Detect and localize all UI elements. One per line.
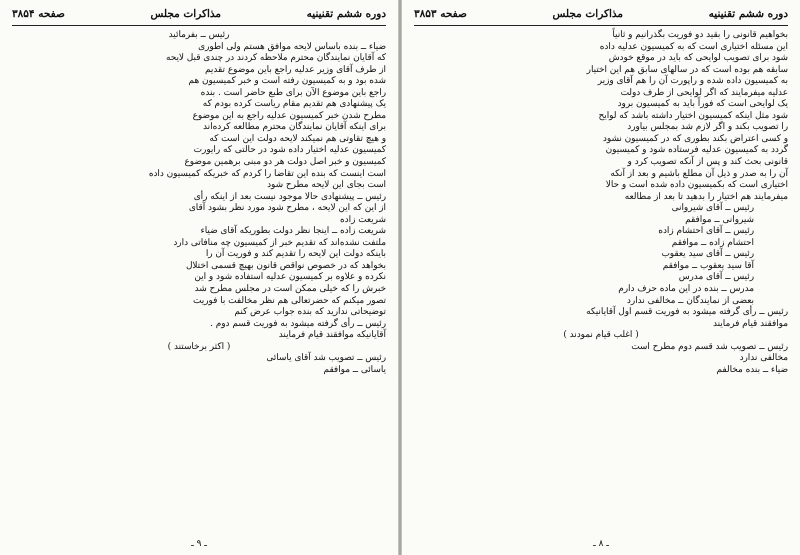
text-line: و کسی اعتراض بکند بطوری که در کمیسیون نشود — [602, 133, 788, 144]
text-line: کمیسیون و خبر اصل دولت هر دو مبنی برهمین موضوع — [184, 157, 386, 168]
text-line: است بجای این لایحه مطرح شود — [267, 180, 386, 191]
text-line: رئیس ــ آقای احتشام زاده — [658, 226, 754, 237]
text-line: است اینست که بنده این تقاضا را کردم که خبریکه کمیسیون داده — [148, 168, 386, 179]
text-line: شیروانی ــ موافقم — [685, 214, 754, 225]
text-line: تصور میکنم که حضرتعالی هم نظر مخالفت با فوریت — [193, 295, 386, 306]
left-page — [0, 0, 398, 555]
text-line: گردد به کمیسیون عدلیه فرستاده شود و کمیسیون — [605, 145, 788, 156]
page-folio: ـ ۹ ـ — [191, 539, 207, 549]
text-line: شریعت زاده — [340, 214, 386, 225]
text-line: راجع باین موضوع الآن برای طبع حاضر است . بنده — [200, 87, 386, 98]
text-line: بخواهد که در خصوص نواقص قانون بهیچ قسمی اختلال — [185, 260, 386, 271]
text-line: میفرمایند هم اختیار را بدهید تا بعد از مطالعه — [624, 191, 788, 202]
page-folio: ـ ۸ ـ — [593, 539, 609, 549]
text-line: خبرش را که خیلی ممکن است در مجلس مطرح شد — [194, 284, 386, 295]
text-line: آن را به صدر و ذیل آن مطلع باشیم و بعد از آنکه — [610, 168, 788, 179]
text-line: بخواهیم قانونی را بقید دو فوریت بگذرانیم و ثانیاً — [612, 30, 788, 40]
text-line: این مسئله اختیاری است که به کمیسیون عدلیه داده — [599, 41, 788, 52]
text-line: رئیس ــ آقای سید یعقوب — [661, 249, 754, 260]
text-line: رئیس ــ آقای مدرس — [678, 272, 754, 283]
text-line: ضیاء ــ بنده مخالفم — [716, 364, 788, 375]
text-line: رئیس ــ تصویب شد قسم دوم مطرح است — [631, 341, 788, 352]
text-line: شده بود و به کمیسیون رفته است و خبر کمیسیون هم — [188, 76, 386, 87]
text-line: کمیسیون عدلیه اختیار داده شود در حالتی که رایورت — [193, 145, 386, 156]
journal-name: دوره ششم تقنینیه — [708, 8, 788, 20]
text-line: از این که این لایحه ، مطرح شود مورد نظر بشود آقای — [188, 203, 386, 214]
text-line: رئیس ــ آقای شیروانی — [671, 203, 754, 214]
text-line: شود برای تصویب لوایحی که باید در موقع خودش — [608, 53, 788, 64]
text-line: اختیاری است که بکمیسیون داده شده است و حالا — [605, 180, 788, 191]
page-number: صفحه ۳۸۵۳ — [414, 8, 467, 20]
page-number: صفحه ۳۸۵۴ — [12, 8, 65, 20]
text-line: برای اینکه آقایان نمایندگان محترم مطالعه کرده‌اند — [203, 122, 386, 133]
right-page — [402, 0, 800, 555]
text-line: آقایانیکه موافقند قیام فرمایند — [278, 330, 386, 341]
text-line: سابقه هم بوده است که در سالهای سابق هم این اختیار — [586, 64, 788, 75]
text-line: باینکه دولت این لایحه را تقدیم کند و فوریت آن را — [205, 249, 386, 260]
text-line: از طرف آقای وزیر عدلیه راجع باین موضوع تقدیم — [205, 64, 386, 75]
text-line: ملتفت نشده‌اند که تقدیم خبر از کمیسیون چه منافاتی دارد — [173, 237, 386, 248]
text-line: مدرس ــ بنده در این ماده حرف دارم — [618, 284, 754, 295]
text-line: رئیس ــ بفرمائید — [168, 30, 230, 40]
text-line: یک پیشنهادی هم تقدیم مقام ریاست کرده بودم که — [202, 99, 386, 110]
text-line: رئیس ــ رأی گرفته میشود به فوریت قسم اول آقایانیکه — [586, 307, 788, 318]
text-line: شریعت زاده ــ اینجا نظر دولت بطوریکه آقای ضیاء — [200, 226, 386, 237]
text-line: عدلیه میفرمایند که اگر لوایحی از طرف دولت — [620, 87, 788, 98]
page-body — [12, 30, 386, 376]
text-line: رئیس ــ پیشنهادی حالا موجود نیست بعد از اینکه رأی — [193, 191, 386, 202]
text-line: احتشام زاده ــ موافقم — [671, 237, 754, 248]
text-line: ضیاء ــ بنده باساس لایحه موافق هستم ولی اطوری — [198, 41, 386, 52]
text-line: به کمیسیون داده شده و راپورت آن را هم آقای وزیر — [597, 76, 788, 87]
page-header — [12, 6, 386, 26]
text-line: ( اکثر برخاستند ) — [167, 341, 231, 352]
text-line: بعضی از نمایندگان ــ مخالفی ندارد — [626, 295, 754, 306]
text-line: یک لوایحی است که فوراً باید به کمیسیون برود — [617, 99, 788, 110]
text-line: یاسائی ــ موافقم — [323, 364, 386, 375]
text-line: رئیس ــ تصویب شد آقای یاسائی — [266, 353, 386, 364]
text-line: را تصویب بکند و اگر لازم شد بمجلس بیاورد — [627, 122, 788, 133]
page-body — [414, 30, 788, 376]
text-line: توضیحاتی ندارید که بنده جواب عرض کنم — [234, 307, 386, 318]
text-line: نکرده و علاوه بر کمیسیون عدلیه استفاده شود و این — [194, 272, 386, 283]
text-line: مطرح شدن خبر کمیسیون عدلیه راجع به این موضوع — [192, 110, 386, 121]
text-line: مخالفی ندارد — [739, 353, 788, 364]
text-line: آقا سید یعقوب ــ موافقم — [662, 260, 754, 271]
journal-name: دوره ششم تقنینیه — [306, 8, 386, 20]
text-line: قانونی بحث کند و پس از آنکه تصویب کرد و — [627, 157, 788, 168]
text-line: که آقایان نمایندگان محترم ملاحظه کردند در چندی قبل لایحه — [165, 53, 386, 64]
text-line: موافقند قیام فرمایند — [712, 318, 788, 329]
text-line: شود مثل اینکه کمیسیون اختیار داشته باشد که لوایح — [598, 110, 788, 121]
journal-title: مذاکرات مجلس — [552, 8, 624, 20]
text-line: رئیس ــ رأی گرفته میشود به فوریت قسم دوم . — [210, 318, 386, 329]
text-line: و هیچ تقاوتی هم نمیکند لایحه دولت این است که — [209, 133, 386, 144]
journal-title: مذاکرات مجلس — [150, 8, 222, 20]
text-line: ( اغلب قیام نمودند ) — [563, 330, 639, 341]
page-header — [414, 6, 788, 26]
